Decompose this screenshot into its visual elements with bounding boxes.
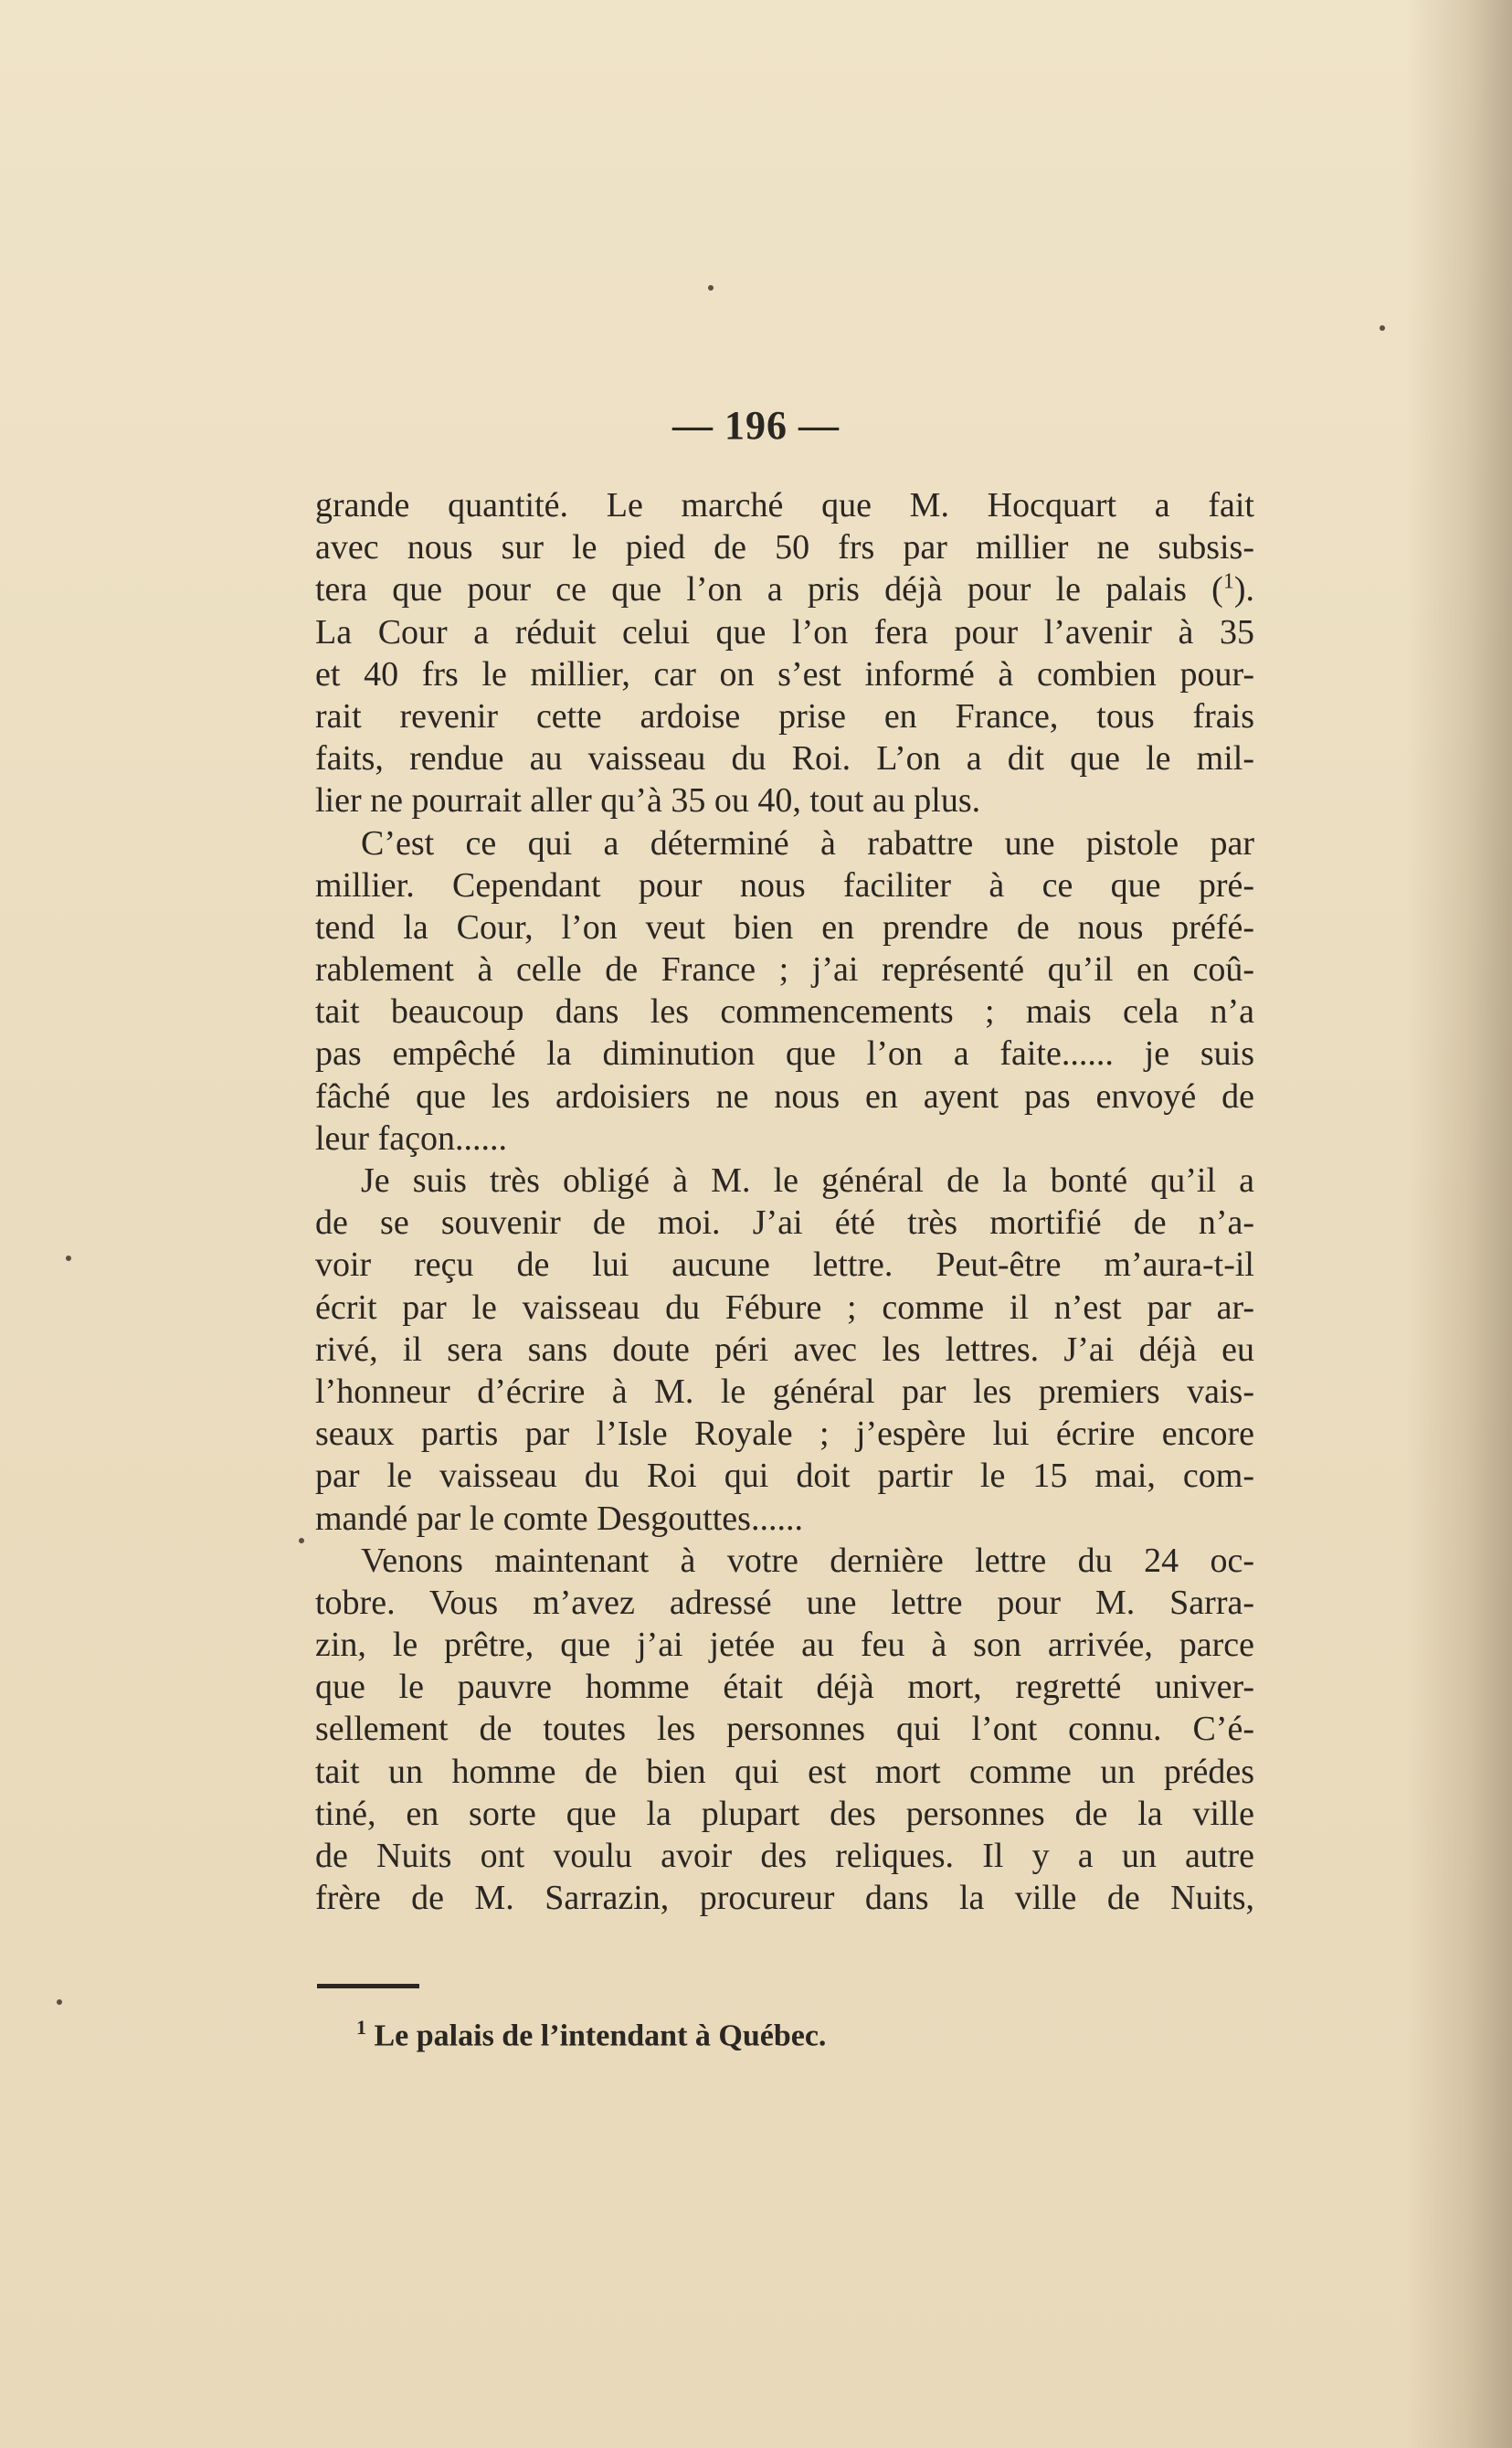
text-line: tait beaucoup dans les commencements ; mais cela n’a [315,992,1254,1032]
paper-speck [57,1999,62,2005]
text-line: zin, le prêtre, que j’ai jetée au feu à son arrivée, parce [315,1626,1254,1665]
text-line: lier ne pourrait aller qu’à 35 ou 40, tout au plus. [315,781,981,821]
text-line-segment: ). [1233,570,1254,609]
text-line: tend la Cour, l’on veut bien en prendre de nous préfé- [315,907,1254,947]
text-line: de se souvenir de moi. J’ai été très mortifié de n’a- [315,1203,1254,1243]
text-line: et 40 frs le millier, car on s’est informé à combien pour- [315,654,1254,694]
paragraph-3 [315,1160,1254,1540]
text-line: sellement de toutes les personnes qui l’ont connu. C’é- [315,1710,1254,1749]
text-line: que le pauvre homme était déjà mort, regretté univer- [315,1668,1254,1707]
text-line: tait un homme de bien qui est mort comme un prédes [315,1752,1254,1791]
footnote [356,2008,826,2055]
text-line: seaux partis par l’Isle Royale ; j’espère lui écrire encore [315,1415,1254,1454]
text-line: avec nous sur le pied de 50 frs par millier ne subsis- [315,528,1254,567]
text-line: fâché que les ardoisiers ne nous en ayent pas envoyé de [315,1076,1254,1116]
text-line: tiné, en sorte que la plupart des personnes de la ville [315,1794,1254,1833]
text-line: rait revenir cette ardoise prise en France, tous frais [315,696,1254,736]
text-line: écrit par le vaisseau du Fébure ; comme il n’est par ar- [315,1288,1254,1327]
text-line: par le vaisseau du Roi qui doit partir le 15 mai, com- [315,1457,1254,1496]
text-line: rablement à celle de France ; j’ai représenté qu’il en coû- [315,950,1254,990]
paper-speck [66,1256,71,1261]
text-line-segment: tera que pour ce que l’on a pris déjà pour le palais ( [315,570,1223,609]
paper-speck [299,1538,304,1543]
text-line-with-note [315,568,1254,610]
text-line: rivé, il sera sans doute péri avec les lettres. J’ai déjà eu [315,1330,1254,1369]
text-line: grande quantité. Le marché que M. Hocquart a fait [315,486,1254,525]
text-line: leur façon...... [315,1118,507,1158]
text-line: frère de M. Sarrazin, procureur dans la ville de Nuits, [315,1879,1254,1918]
footnote-separator [317,1984,419,1988]
footnote-mark: 1 [356,2016,366,2039]
text-line: La Cour a réduit celui que l’on fera pour l’avenir à 35 [315,612,1254,652]
text-line: mandé par le comte Desgouttes...... [315,1499,803,1538]
text-line: Je suis très obligé à M. le général de la bonté qu’il a [361,1161,1254,1200]
paper-speck [708,285,714,291]
paragraph-1 [315,484,1254,822]
text-line: tobre. Vous m’avez adressé une lettre pour M. Sarra- [315,1583,1254,1622]
text-line: de Nuits ont voulu avoir des reliques. Il y a un autre [315,1837,1254,1875]
text-line: l’honneur d’écrire à M. le général par les premiers vais- [315,1372,1254,1411]
footnote-reference: 1 [1222,569,1234,594]
text-line: millier. Cependant pour nous faciliter à ce que pré- [315,865,1254,905]
text-line: Venons maintenant à votre dernière lettre du 24 oc- [361,1541,1254,1580]
paragraph-2 [315,822,1254,1160]
text-line: voir reçu de lui aucune lettre. Peut-être m’aura-t-il [315,1245,1254,1285]
paper-speck [1380,325,1385,331]
page-number: — 196 — [672,403,840,448]
text-line: pas empêché la diminution que l’on a faite...... je suis [315,1034,1254,1074]
footnote-text: Le palais de l’intendant à Québec. [374,2019,827,2053]
text-line: C’est ce qui a déterminé à rabattre une pistole par [361,823,1254,863]
paragraph-4 [315,1540,1254,1920]
text-line: faits, rendue au vaisseau du Roi. L’on a dit que le mil- [315,739,1254,779]
body-text [315,484,1254,1919]
